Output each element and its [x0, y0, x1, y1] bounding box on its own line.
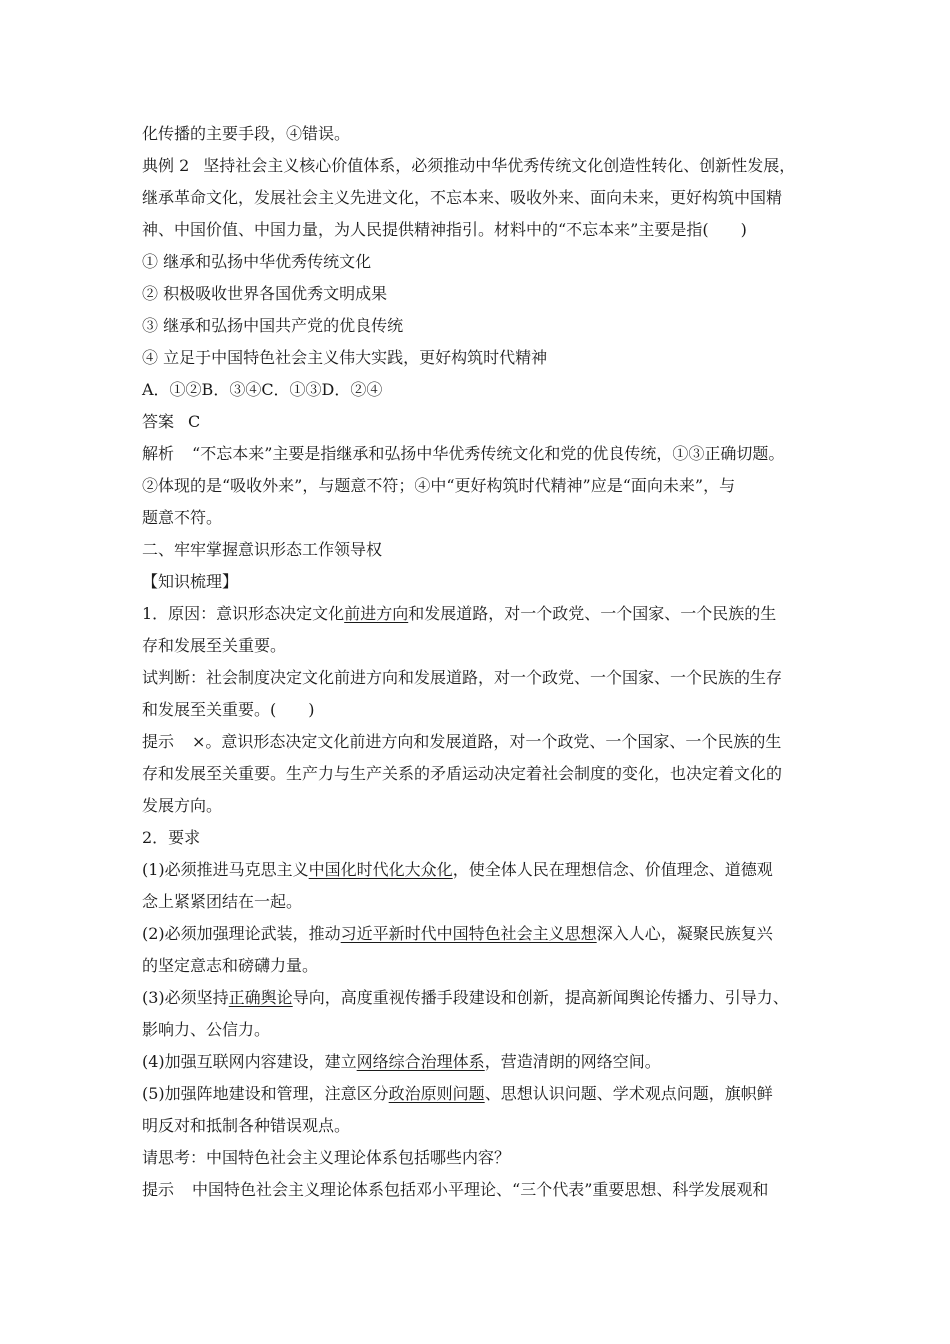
judge-line-2: 和发展至关重要。( ) — [142, 700, 315, 719]
key-term: 网络综合治理体系 — [356, 1052, 485, 1071]
option-4: ④ 立足于中国特色社会主义伟大实践，更好构筑时代精神 — [142, 348, 548, 367]
item1-line-2: 存和发展至关重要。 — [142, 636, 287, 655]
intro-line: 化传播的主要手段，④错误。 — [142, 124, 351, 143]
key-term: 前进方向 — [344, 604, 409, 623]
req5-line-2: 明反对和抵制各种错误观点。 — [142, 1116, 351, 1135]
option-3: ③ 继承和弘扬中国共产党的优良传统 — [142, 316, 404, 335]
req1-line-1: (1)必须推进马克思主义中国化时代化大众化，使全体人民在理想信念、价值理念、道德观 — [142, 860, 773, 879]
option-2: ② 积极吸收世界各国优秀文明成果 — [142, 284, 388, 303]
tip-label: 提示 — [142, 1180, 175, 1199]
example2-line-2: 继承革命文化，发展社会主义先进文化，不忘本来、吸收外来、面向未来，更好构筑中国精 — [142, 188, 783, 207]
key-term: 中国化时代化大众化 — [308, 860, 453, 879]
key-term: 习近平新时代中国特色社会主义思想 — [340, 924, 597, 943]
answer — [142, 406, 832, 438]
req2-line-1: (2)必须加强理论武装，推动习近平新时代中国特色社会主义思想深入人心，凝聚民族复兴 — [142, 924, 773, 943]
example-label: 典例 2 — [142, 156, 190, 175]
example2-line-1: 典例 2 坚持社会主义核心价值体系，必须推动中华优秀传统文化创造性转化、创新性发展， — [142, 156, 796, 175]
req4-line-1: (4)加强互联网内容建设，建立网络综合治理体系，营造清朗的网络空间。 — [142, 1052, 661, 1071]
judge-line-1: 试判断：社会制度决定文化前进方向和发展道路，对一个政党、一个国家、一个民族的生存 — [142, 668, 783, 687]
tip-label: 提示 — [142, 732, 175, 751]
analysis-label: 解析 — [142, 444, 175, 463]
tip1-line-2: 存和发展至关重要。生产力与生产关系的矛盾运动决定着社会制度的变化，也决定着文化的 — [142, 764, 783, 783]
req5-line-1: (5)加强阵地建设和管理，注意区分政治原则问题、思想认识问题、学术观点问题，旗帜鲜 — [142, 1084, 773, 1103]
choices: A．①②B．③④C．①③D．②④ — [142, 380, 383, 399]
req1-line-2: 念上紧紧团结在一起。 — [142, 892, 303, 911]
item1-line-1: 1．原因：意识形态决定文化前进方向和发展道路，对一个政党、一个国家、一个民族的生 — [142, 604, 777, 623]
example2-line-3: 神、中国价值、中国力量，为人民提供精神指引。材料中的“不忘本来”主要是指( ) — [142, 220, 747, 239]
item2-title: 2．要求 — [142, 828, 201, 847]
req2-line-2: 的坚定意志和磅礴力量。 — [142, 956, 319, 975]
section-title: 二、牢牢掌握意识形态工作领导权 — [142, 540, 383, 559]
think-question: 请思考：中国特色社会主义理论体系包括哪些内容？ — [142, 1148, 511, 1167]
key-term: 政治原则问题 — [388, 1084, 485, 1103]
knowledge-tag: 【知识梳理】 — [142, 572, 239, 591]
document-page — [142, 118, 832, 1206]
analysis-line-2: ②体现的是“吸收外来”，与题意不符；④中“更好构筑时代精神”应是“面向未来”，与 — [142, 476, 736, 495]
answer-value: C — [188, 412, 201, 431]
tip1-line-3: 发展方向。 — [142, 796, 223, 815]
tip2-line-1: 提示 中国特色社会主义理论体系包括邓小平理论、“三个代表”重要思想、科学发展观和 — [142, 1180, 769, 1199]
req3-line-1: (3)必须坚持正确舆论导向，高度重视传播手段建设和创新，提高新闻舆论传播力、引导力、 — [142, 988, 789, 1007]
analysis-line-3: 题意不符。 — [142, 508, 223, 527]
answer-label: 答案 — [142, 412, 175, 431]
analysis-line-1: 解析 “不忘本来”主要是指继承和弘扬中华优秀传统文化和党的优良传统，①③正确切题。 — [142, 444, 785, 463]
key-term: 正确舆论 — [228, 988, 293, 1007]
req3-line-2: 影响力、公信力。 — [142, 1020, 271, 1039]
tip1-line-1: 提示 ×。意识形态决定文化前进方向和发展道路，对一个政党、一个国家、一个民族的生 — [142, 732, 782, 751]
option-1: ① 继承和弘扬中华优秀传统文化 — [142, 252, 372, 271]
